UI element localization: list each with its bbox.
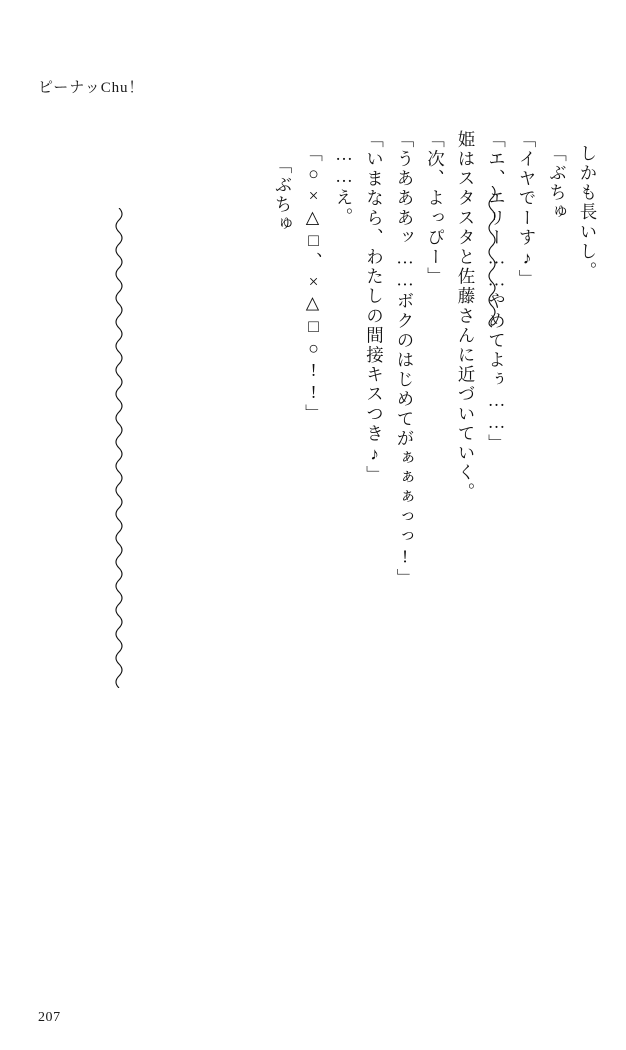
text-column: 「イヤでーす♪」 <box>517 130 537 290</box>
page-number: 207 <box>38 1010 61 1025</box>
text-column: 「次、よっぴー」 <box>425 130 446 287</box>
running-header: ピーナッChu！ <box>38 80 145 96</box>
wavy-dash-long <box>108 208 130 688</box>
text-column: 「ぶちゅ <box>273 156 293 235</box>
text-column: 「ぶちゅ <box>547 144 568 223</box>
text-column: 「いまなら、わたしの間接キスつき♪」 <box>364 130 385 486</box>
text-column: 姫はスタスタと佐藤さんに近づいていく。 <box>456 130 476 503</box>
text-column: 「エ、エリー……やめてよぅ……」 <box>486 130 507 454</box>
text-column: しかも長いし。 <box>578 144 598 282</box>
text-column: 「○×△□、×△□○!!」 <box>303 144 324 424</box>
text-column: 「うあああッ……ボクのはじめてがぁぁぁっっ!」 <box>395 130 415 589</box>
vertical-text-block <box>274 130 597 730</box>
text-column: ……え。 <box>334 144 354 228</box>
